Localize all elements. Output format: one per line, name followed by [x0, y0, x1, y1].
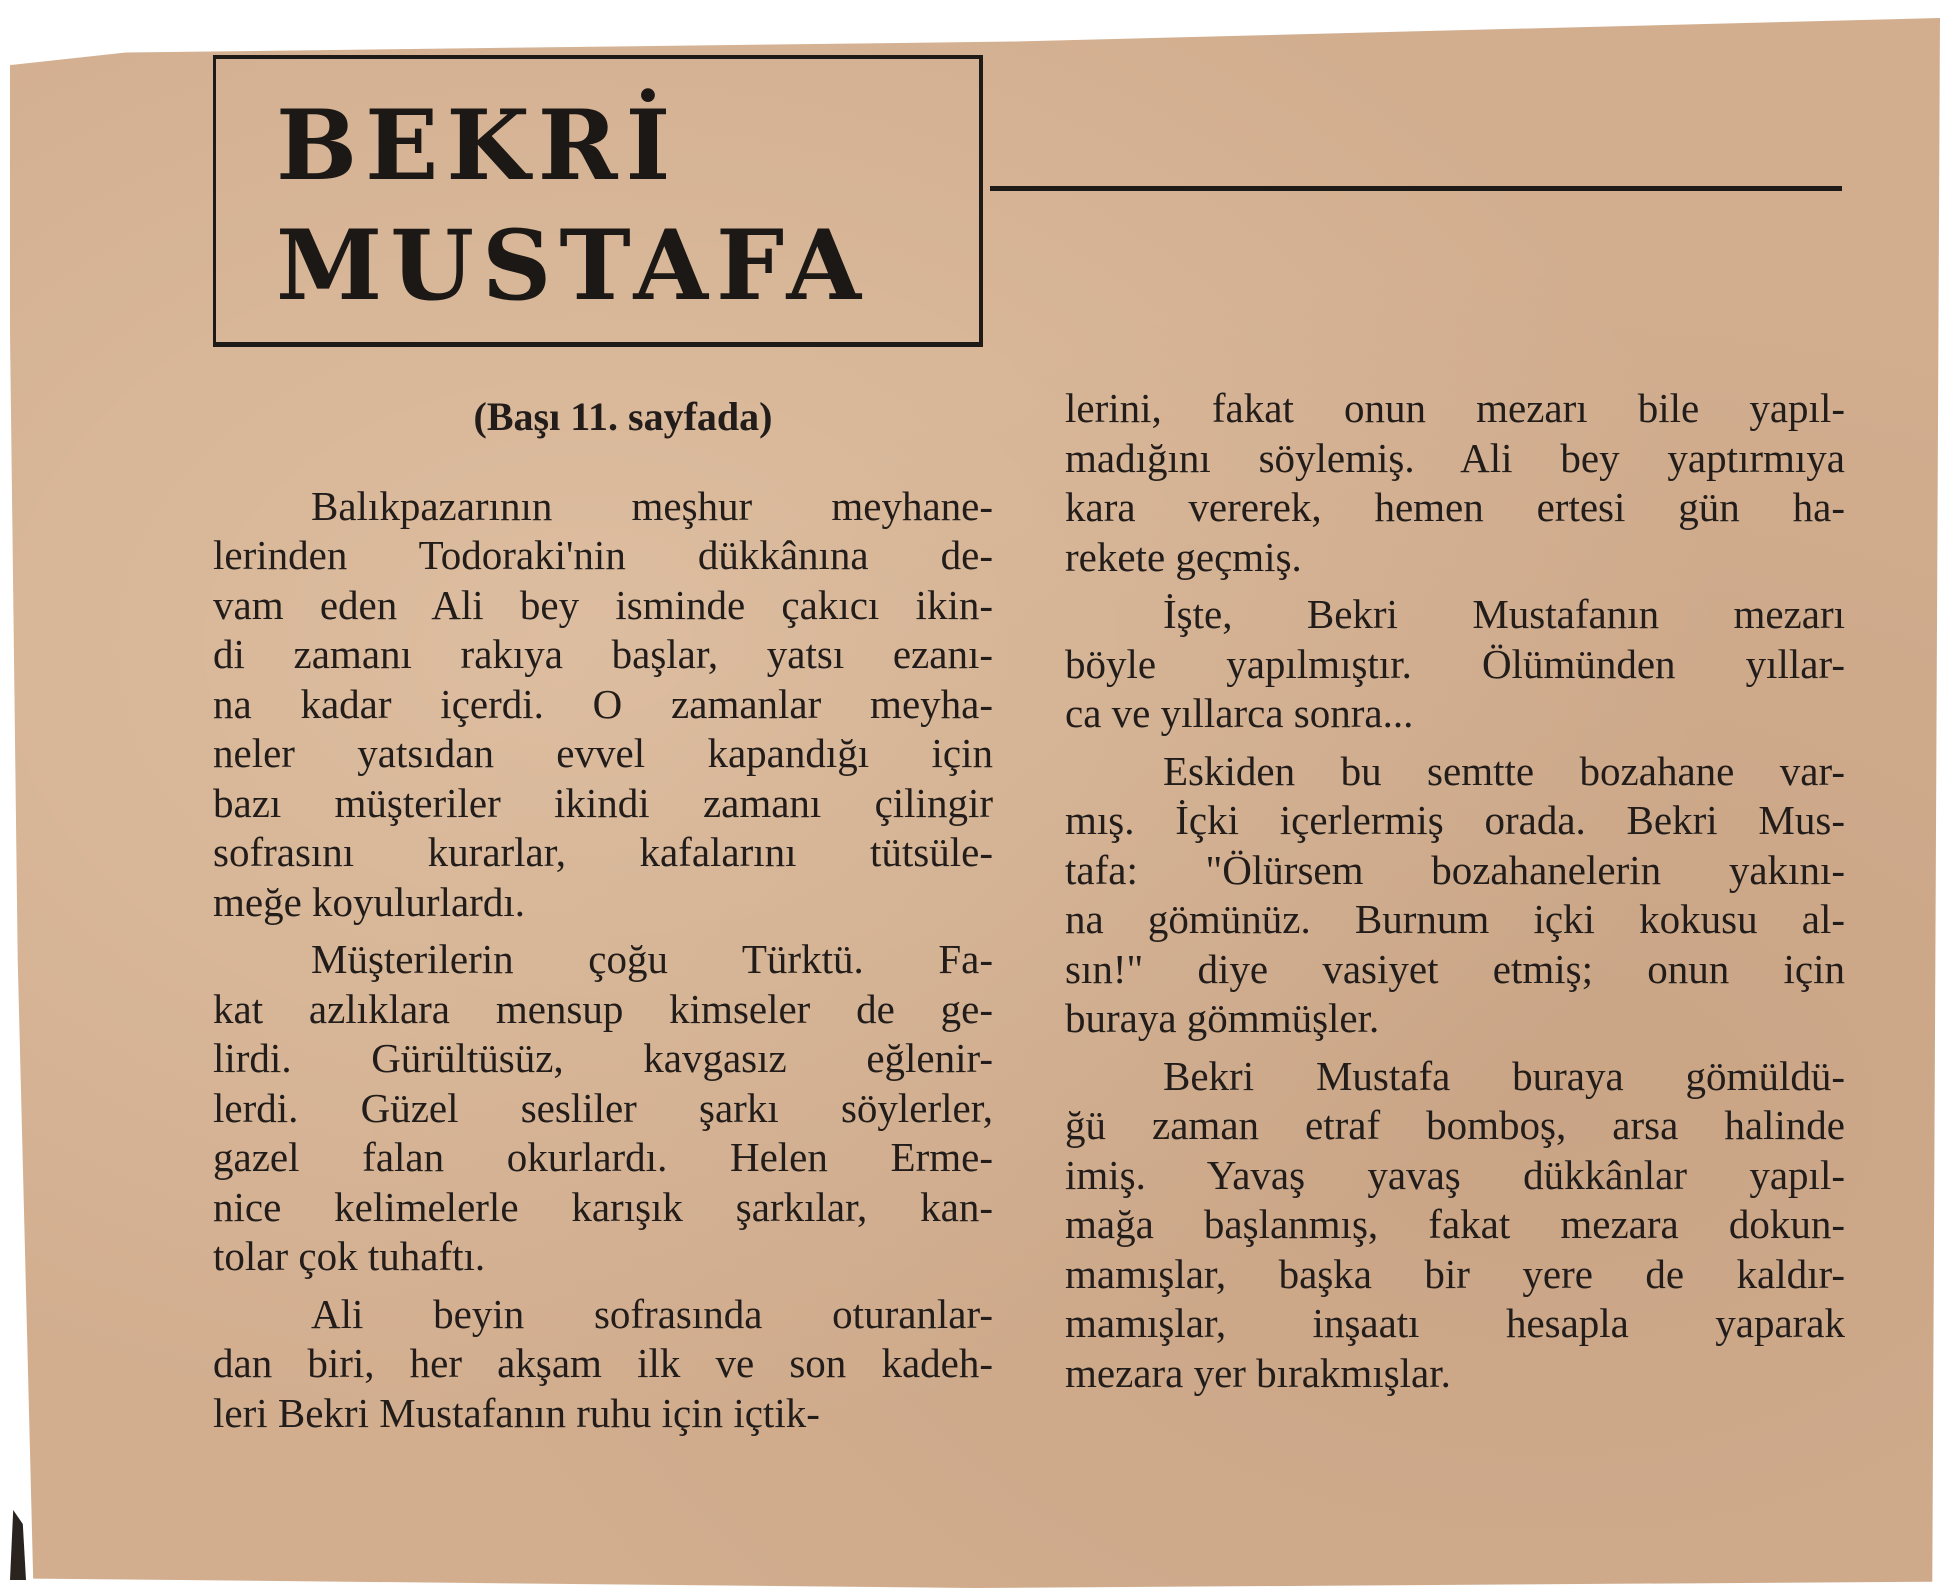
paragraph	[213, 482, 993, 928]
text-line: ca ve yıllarca sonra...	[1065, 690, 1414, 736]
text-line: lerini, fakat onun mezarı bile yapıl-	[1065, 385, 1845, 431]
text-line: mamışlar, başka bir yere de kaldır-	[1065, 1250, 1845, 1297]
paragraph	[1065, 747, 1845, 1044]
text-line: Eskiden bu semtte bozahane var-	[1163, 747, 1845, 794]
text-line: mezara yer bırakmışlar.	[1065, 1349, 1451, 1396]
right-column	[1065, 384, 1845, 1406]
title-line-2: MUSTAFA	[276, 209, 869, 322]
paragraph	[213, 935, 993, 1282]
paragraph	[1065, 590, 1845, 739]
text-line: madığını söylemiş. Ali bey yaptırmıya	[1065, 434, 1845, 481]
text-line: nice kelimelerle karışık şarkılar, kan-	[213, 1183, 993, 1230]
text-line: di zamanı rakıya başlar, yatsı ezanı-	[213, 631, 993, 677]
text-line: ğü zaman etraf bomboş, arsa halinde	[1065, 1102, 1845, 1148]
title-line-1: BEKRİ	[276, 89, 679, 202]
text-line: mağa başlanmış, fakat mezara dokun-	[1065, 1201, 1845, 1247]
text-line: bazı müşteriler ikindi zamanı çilingir	[213, 779, 993, 826]
text-line: vam eden Ali bey isminde çakıcı ikin-	[213, 581, 993, 628]
text-line: lerinden Todoraki'nin dükkânına de-	[213, 532, 993, 578]
text-line: neler yatsıdan evvel kapandığı için	[213, 730, 993, 776]
text-line: sın!" diye vasiyet etmiş; onun için	[1065, 945, 1845, 992]
text-line: Ali beyin sofrasında oturanlar-	[311, 1290, 993, 1337]
text-line: meğe koyulurlardı.	[213, 878, 525, 925]
subhead: (Başı 11. sayfada)	[473, 394, 773, 439]
text-line: lirdi. Gürültüsüz, kavgasız eğlenir-	[213, 1035, 993, 1081]
paragraph	[1065, 384, 1845, 582]
torn-edge-mark	[10, 1510, 26, 1580]
paragraph	[1065, 1052, 1845, 1399]
paragraph	[213, 1290, 993, 1439]
text-line: na gömünüz. Burnum içki kokusu al-	[1065, 896, 1845, 942]
text-line: rekete geçmiş.	[1065, 533, 1302, 580]
text-line: kat azlıklara mensup kimseler de ge-	[213, 985, 993, 1032]
text-line: mamışlar, inşaatı hesapla yaparak	[1065, 1300, 1845, 1346]
text-line: leri Bekri Mustafanın ruhu için içtik-	[213, 1389, 820, 1436]
text-line: Bekri Mustafa buraya gömüldü-	[1163, 1052, 1845, 1099]
title-box	[213, 55, 983, 347]
text-line: sofrasını kurarlar, kafalarını tütsüle-	[213, 829, 993, 875]
text-line: mış. İçki içerlermiş orada. Bekri Mus-	[1065, 797, 1845, 843]
text-line: böyle yapılmıştır. Ölümünden yıllar-	[1065, 640, 1845, 687]
text-line: na kadar içerdi. O zamanlar meyha-	[213, 680, 993, 727]
left-column	[213, 392, 993, 1446]
text-line: dan biri, her akşam ilk ve son kadeh-	[213, 1340, 993, 1386]
text-line: Balıkpazarının meşhur meyhane-	[311, 482, 993, 529]
header-rule	[990, 186, 1842, 191]
text-line: İşte, Bekri Mustafanın mezarı	[1163, 591, 1845, 637]
text-line: Müşterilerin çoğu Türktü. Fa-	[311, 936, 993, 982]
text-line: imiş. Yavaş yavaş dükkânlar yapıl-	[1065, 1151, 1845, 1198]
text-line: tolar çok tuhaftı.	[213, 1233, 486, 1279]
text-line: gazel falan okurlardı. Helen Erme-	[213, 1134, 993, 1180]
text-line: lerdi. Güzel sesliler şarkı söylerler,	[213, 1084, 993, 1131]
text-line: buraya gömmüşler.	[1065, 995, 1380, 1041]
text-line: tafa: "Ölürsem bozahanelerin yakını-	[1065, 846, 1845, 893]
text-line: kara vererek, hemen ertesi gün ha-	[1065, 484, 1845, 530]
